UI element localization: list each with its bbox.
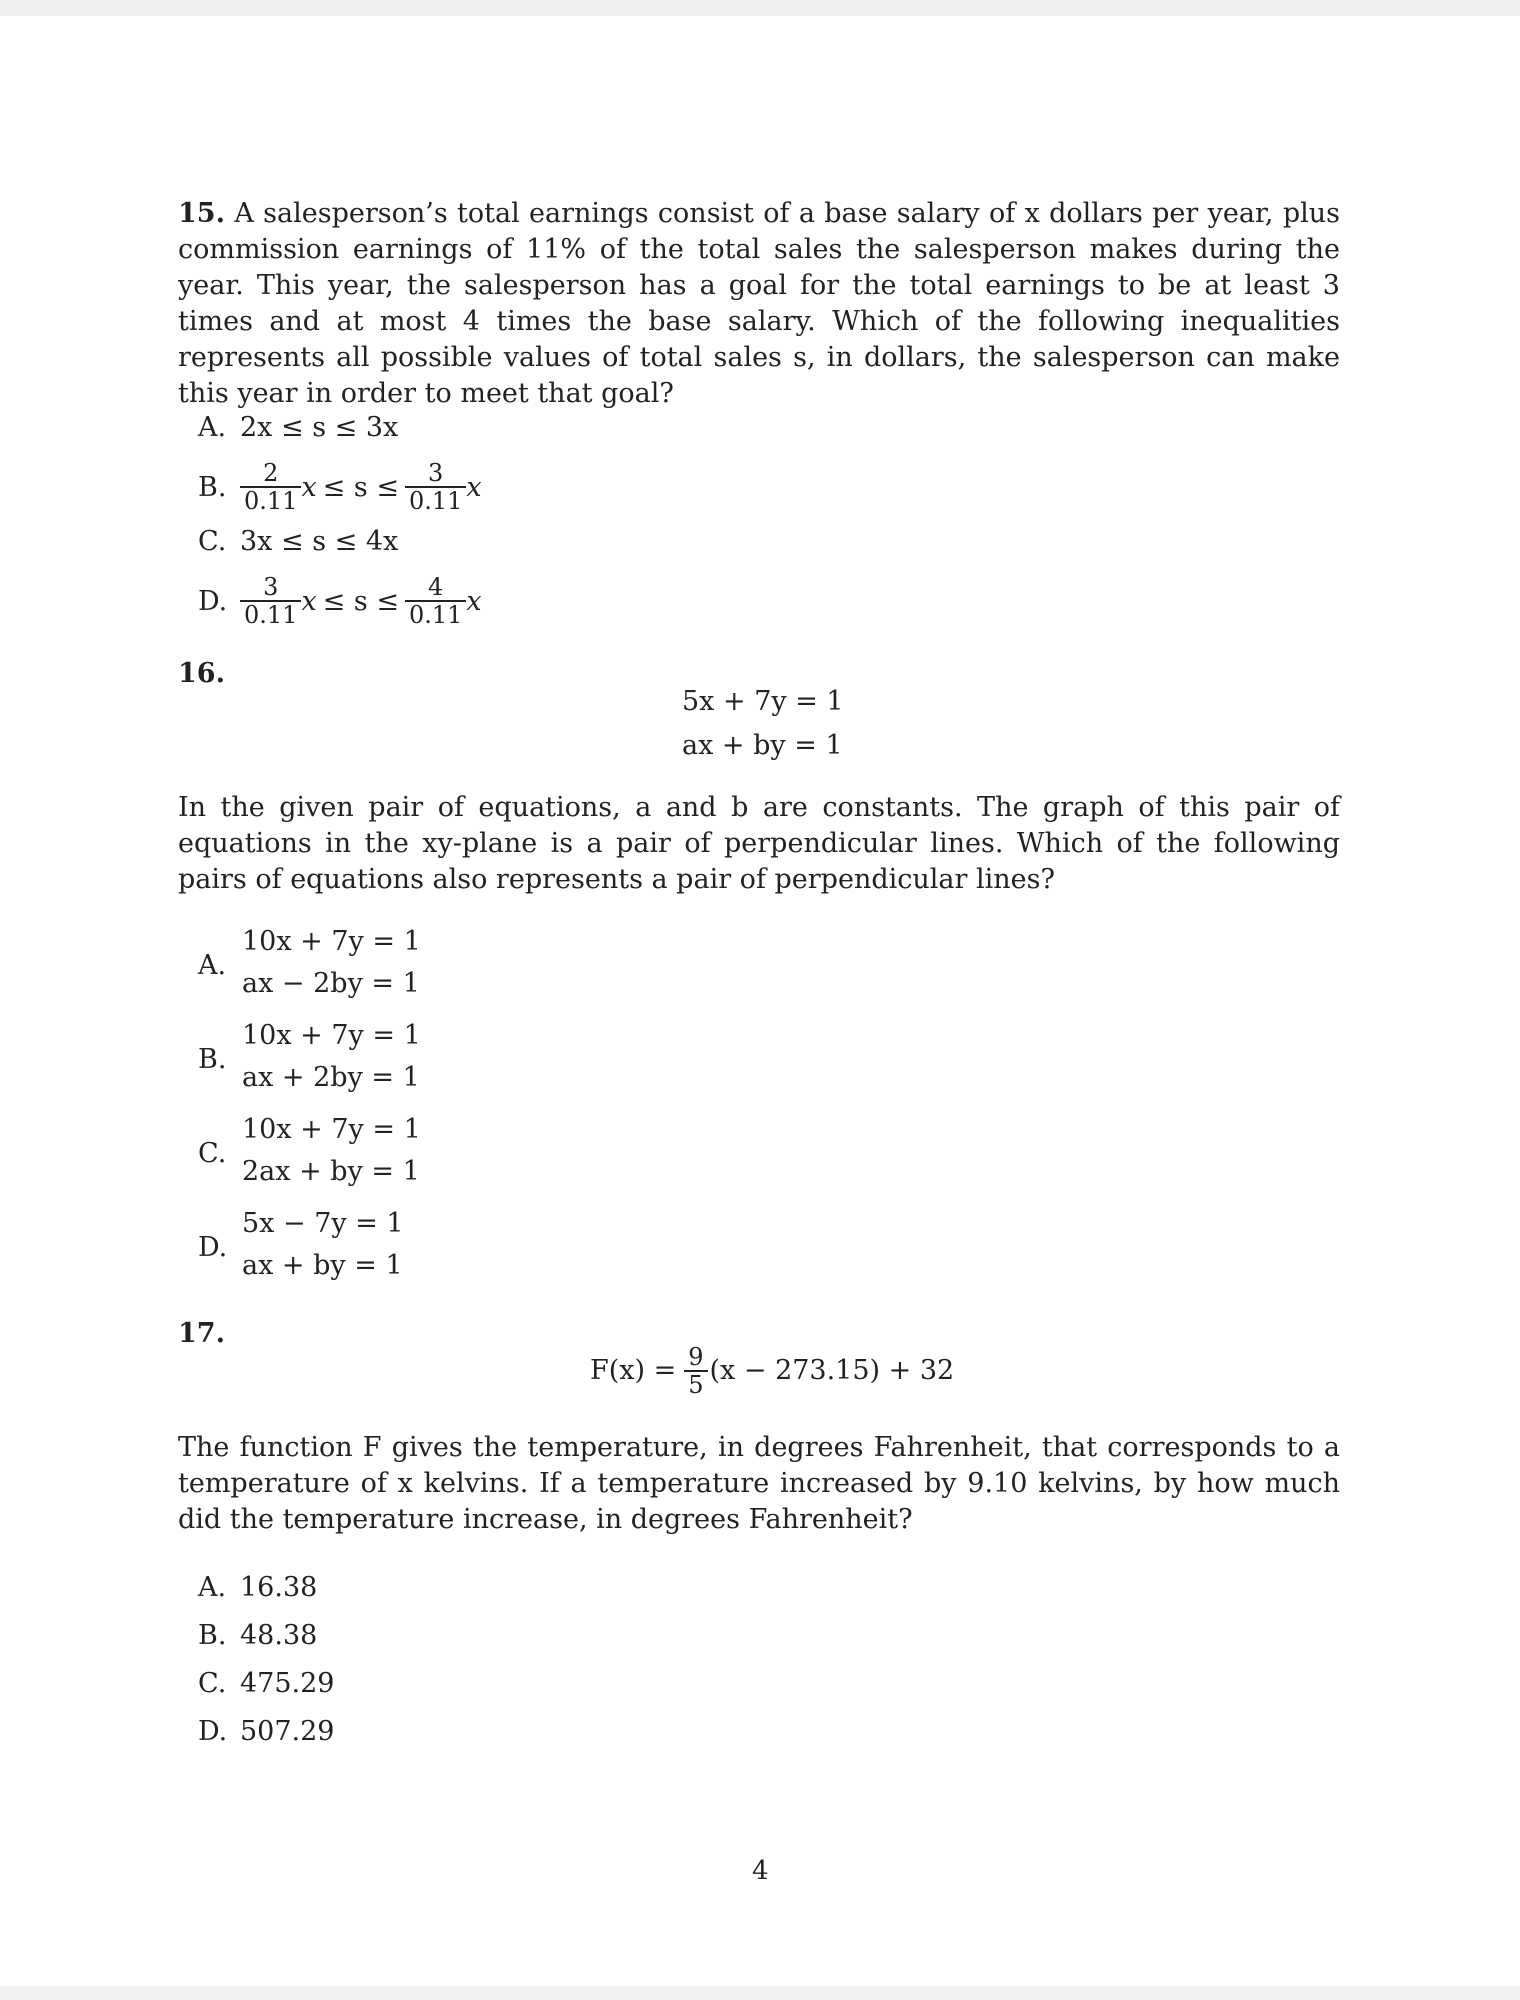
page-bottom-edge xyxy=(0,1986,1520,2000)
choice-letter: B. xyxy=(198,1620,227,1651)
choice-text: 2x ≤ s ≤ 3x xyxy=(240,412,399,443)
choice-letter: A. xyxy=(198,950,227,981)
denominator: 0.11 xyxy=(240,486,301,514)
numerator: 3 xyxy=(428,459,444,487)
numerator: 3 xyxy=(263,573,279,601)
choice-equation-2: ax + 2by = 1 xyxy=(242,1062,420,1093)
choice-letter: B. xyxy=(198,1044,227,1075)
variable-x: x xyxy=(466,471,482,503)
denominator: 0.11 xyxy=(240,600,301,628)
fraction-left xyxy=(240,460,301,514)
question-15-number: 15. xyxy=(178,198,225,229)
q17-choice-a[interactable] xyxy=(198,1570,317,1606)
q16-choice-d[interactable] xyxy=(198,1208,438,1292)
equation-lhs: F(x) = xyxy=(590,1355,677,1386)
q17-choice-d[interactable] xyxy=(198,1714,334,1750)
q16-equation-2: ax + by = 1 xyxy=(682,730,843,761)
q17-choice-c[interactable] xyxy=(198,1666,334,1702)
choice-letter: D. xyxy=(198,1232,228,1263)
q16-choice-a[interactable] xyxy=(198,926,438,1010)
choice-text: 16.38 xyxy=(240,1572,318,1603)
choice-letter: D. xyxy=(198,586,228,617)
numerator: 4 xyxy=(428,573,444,601)
q15-choice-a[interactable] xyxy=(198,410,398,446)
denominator: 5 xyxy=(684,1370,707,1398)
page-number: 4 xyxy=(752,1856,769,1886)
q17-choice-b[interactable] xyxy=(198,1618,317,1654)
variable-x: x xyxy=(301,471,317,503)
choice-equation-1: 5x − 7y = 1 xyxy=(242,1208,404,1239)
q16-choice-b[interactable] xyxy=(198,1020,438,1104)
choice-equation-1: 10x + 7y = 1 xyxy=(242,1020,421,1051)
choice-text: 3x ≤ s ≤ 4x xyxy=(240,526,399,557)
question-16-text: In the given pair of equations, a and b are constants. The graph of this pair of equations in the xy-plane is a pair of perpendicular lines. Which of the following pairs of equations also represents a pair of perpendicular lines? xyxy=(178,792,1340,895)
fraction-nine-fifths xyxy=(684,1344,707,1398)
choice-text: 507.29 xyxy=(240,1716,335,1747)
choice-letter: C. xyxy=(198,1138,227,1169)
choice-letter: D. xyxy=(198,1716,228,1747)
question-15-text: A salesperson’s total earnings consist of a base salary of x dollars per year, plus commission earnings of 11% of the total sales the salesperson makes during the year. This year, the salesperson has a goal for the total earnings to be at least 3 times and at most 4 times the base salary. Which of the following inequalities represents all possible values of total sales s, in dollars, the salesperson can make this year in order to meet that goal? xyxy=(178,198,1340,409)
choice-letter: A. xyxy=(198,412,227,443)
choice-equation-2: ax − 2by = 1 xyxy=(242,968,420,999)
question-17-number: 17. xyxy=(178,1318,225,1349)
fraction-right xyxy=(405,460,466,514)
numerator: 2 xyxy=(263,459,279,487)
fraction-left xyxy=(240,574,301,628)
variable-x: x xyxy=(301,585,317,617)
q15-choice-c[interactable] xyxy=(198,524,398,560)
denominator: 0.11 xyxy=(405,600,466,628)
q16-choice-c[interactable] xyxy=(198,1114,438,1198)
choice-text: 475.29 xyxy=(240,1668,335,1699)
choice-letter: C. xyxy=(198,1668,227,1699)
choice-equation-2: 2ax + by = 1 xyxy=(242,1156,420,1187)
choice-letter: A. xyxy=(198,1572,227,1603)
page-top-edge xyxy=(0,0,1520,16)
choice-equation-1: 10x + 7y = 1 xyxy=(242,1114,421,1145)
q16-equation-1: 5x + 7y = 1 xyxy=(682,686,844,717)
numerator: 9 xyxy=(688,1343,704,1371)
choice-letter: B. xyxy=(198,472,227,503)
denominator: 0.11 xyxy=(405,486,466,514)
inequality-middle: ≤ s ≤ xyxy=(322,471,399,503)
choice-letter: C. xyxy=(198,526,227,557)
question-17-text: The function F gives the temperature, in degrees Fahrenheit, that corresponds to a temperature of x kelvins. If a temperature increased by 9.10 kelvins, by how much did the temperature increase, in degrees Fahrenheit? xyxy=(178,1432,1340,1535)
choice-text: 48.38 xyxy=(240,1620,318,1651)
inequality-middle: ≤ s ≤ xyxy=(322,585,399,617)
choice-equation-1: 10x + 7y = 1 xyxy=(242,926,421,957)
q17-equation xyxy=(590,1338,954,1404)
choice-equation-2: ax + by = 1 xyxy=(242,1250,403,1281)
variable-x: x xyxy=(466,585,482,617)
equation-rhs: (x − 273.15) + 32 xyxy=(709,1355,955,1386)
question-16-number: 16. xyxy=(178,658,225,689)
fraction-right xyxy=(405,574,466,628)
question-15 xyxy=(178,196,1340,412)
